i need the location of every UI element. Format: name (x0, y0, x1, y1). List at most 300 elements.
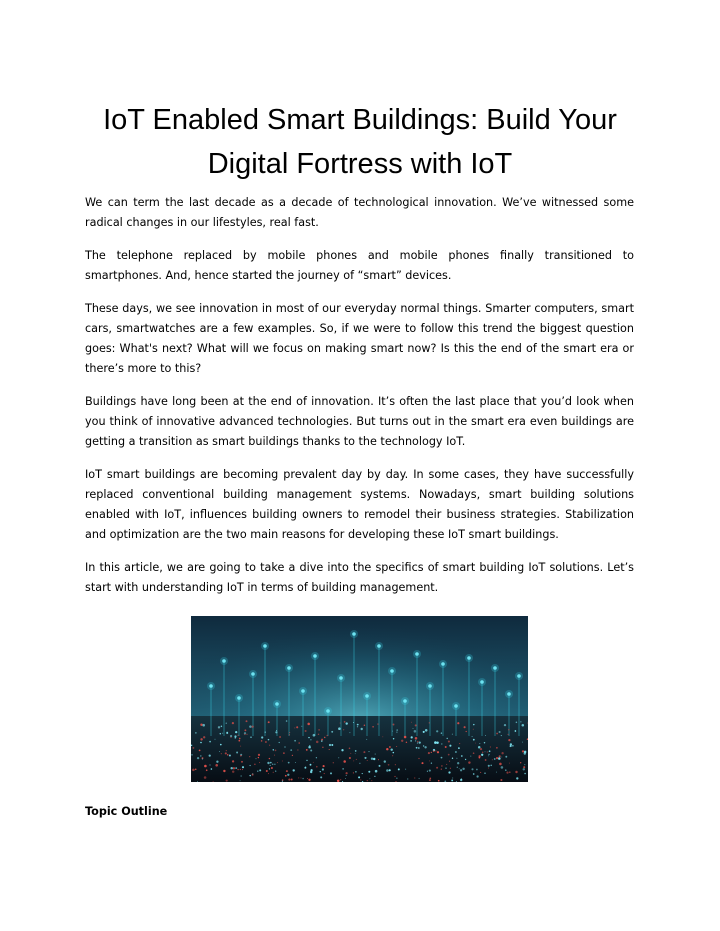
city-light (202, 758, 203, 759)
city-light (318, 729, 320, 731)
beam-halo (337, 674, 345, 682)
city-light (445, 746, 447, 748)
city-light (496, 747, 497, 748)
city-light (414, 730, 417, 733)
city-light (293, 769, 295, 771)
city-light (294, 727, 295, 728)
city-light (307, 723, 310, 726)
city-light (441, 765, 442, 766)
city-light (471, 768, 473, 770)
smart-city-illustration (191, 616, 528, 782)
beam-halo (465, 654, 473, 662)
city-light (310, 750, 312, 752)
city-light (305, 730, 307, 732)
city-light (258, 754, 260, 756)
city-light (323, 765, 325, 767)
city-light (487, 752, 488, 753)
city-light (271, 767, 273, 769)
city-light (349, 732, 350, 733)
city-light (269, 768, 270, 769)
city-light (371, 758, 373, 760)
city-light (220, 744, 222, 746)
city-light (415, 724, 417, 726)
city-light (313, 734, 316, 737)
city-light (366, 739, 367, 740)
city-light (272, 764, 274, 766)
city-light (230, 735, 232, 737)
city-light (496, 772, 497, 773)
city-light (438, 780, 440, 782)
city-light (441, 743, 442, 744)
city-light (515, 771, 517, 773)
city-light (344, 721, 346, 723)
city-light (478, 746, 481, 749)
beam-halo (452, 702, 460, 710)
city-light (392, 731, 393, 732)
city-light (235, 731, 237, 733)
city-light (480, 748, 482, 750)
city-light (508, 729, 509, 730)
city-light (480, 772, 481, 773)
city-light (268, 721, 270, 723)
city-light (356, 759, 357, 760)
city-light (232, 722, 234, 724)
city-light (322, 747, 323, 748)
city-light (274, 755, 275, 756)
city-light (214, 739, 215, 740)
city-light (329, 749, 330, 750)
city-light (419, 741, 421, 743)
city-light (209, 764, 210, 765)
city-light (494, 758, 496, 760)
city-light (324, 773, 325, 774)
city-light (310, 771, 312, 773)
city-light (268, 773, 269, 774)
city-light (446, 738, 447, 739)
city-light (261, 736, 263, 738)
beam-halo (363, 692, 371, 700)
city-light (270, 765, 271, 766)
city-light (458, 747, 460, 749)
city-light (227, 754, 229, 756)
city-light (277, 762, 278, 763)
city-light (275, 731, 277, 733)
city-light (509, 771, 511, 773)
city-light (368, 751, 369, 752)
city-light (286, 720, 288, 722)
city-light (266, 770, 268, 772)
city-light (393, 724, 395, 726)
beam-halo (324, 707, 332, 715)
beam-halo (285, 664, 293, 672)
city-light (204, 765, 207, 768)
title-line-2: Digital Fortress with IoT (207, 148, 513, 180)
city-light (394, 776, 395, 777)
city-light (500, 779, 502, 781)
city-light (379, 765, 381, 767)
city-light (287, 774, 289, 776)
city-light (331, 731, 333, 733)
city-light (470, 756, 471, 757)
city-light (370, 778, 371, 779)
city-light (192, 747, 194, 749)
city-light (481, 754, 483, 756)
city-light (434, 741, 437, 744)
city-light (386, 769, 389, 772)
city-light (448, 754, 450, 756)
city-light (501, 752, 503, 754)
city-light (286, 770, 288, 772)
city-light (386, 748, 388, 750)
city-light (371, 780, 372, 781)
city-light (316, 766, 318, 768)
city-light (499, 763, 502, 766)
city-light (284, 746, 285, 747)
city-light (213, 781, 214, 782)
beam-halo (207, 682, 215, 690)
city-light (240, 769, 241, 770)
city-light (392, 755, 393, 756)
city-light (289, 734, 290, 735)
city-light (431, 762, 432, 763)
city-light (490, 746, 491, 747)
city-light (488, 754, 489, 755)
city-light (322, 768, 324, 770)
city-light (244, 734, 245, 735)
city-light (221, 726, 223, 728)
city-light (473, 752, 475, 754)
city-light (476, 775, 478, 777)
city-light (254, 764, 255, 765)
city-light (310, 739, 311, 740)
city-light (292, 755, 293, 756)
city-light (306, 760, 307, 761)
city-light (510, 745, 512, 747)
city-light (488, 768, 489, 769)
city-light (364, 724, 366, 726)
city-light (522, 750, 524, 752)
city-light (427, 771, 428, 772)
smart-city-image (191, 616, 528, 782)
city-light (345, 778, 346, 779)
city-light (302, 778, 304, 780)
city-light (310, 764, 312, 766)
city-light (326, 735, 328, 737)
city-light (342, 781, 343, 782)
city-light (507, 734, 508, 735)
city-light (484, 742, 485, 743)
city-light (252, 774, 254, 776)
city-light (235, 737, 237, 739)
city-light (452, 758, 453, 759)
city-light (355, 771, 357, 773)
city-light (372, 726, 374, 728)
city-light (504, 724, 506, 726)
city-light (337, 780, 340, 782)
beam-halo (235, 694, 243, 702)
city-light (282, 761, 283, 762)
city-light (211, 768, 213, 770)
city-light (209, 754, 211, 756)
city-light (261, 740, 263, 742)
city-light (355, 750, 357, 752)
city-light (236, 752, 238, 754)
city-light (237, 769, 238, 770)
city-light (524, 751, 527, 754)
city-light (367, 780, 368, 781)
city-light (382, 736, 383, 737)
city-light (425, 729, 428, 732)
city-light (520, 762, 521, 763)
city-light (304, 767, 306, 769)
city-light (429, 722, 430, 723)
city-light (316, 757, 317, 758)
city-light (226, 723, 227, 724)
city-light (473, 739, 475, 741)
city-light (482, 751, 484, 753)
beam-halo (478, 678, 486, 686)
beam-halo (439, 660, 447, 668)
city-light (329, 744, 331, 746)
city-light (331, 744, 333, 746)
city-light (437, 751, 439, 753)
city-light (429, 779, 431, 781)
beam-halo (388, 667, 396, 675)
city-light (357, 724, 359, 726)
city-light (360, 779, 361, 780)
city-light (298, 742, 300, 744)
city-light (460, 769, 462, 771)
city-light (297, 750, 298, 751)
city-light (490, 765, 491, 766)
city-light (220, 733, 221, 734)
city-light (424, 746, 426, 748)
city-light (451, 779, 453, 781)
city-light (450, 768, 451, 769)
city-light (275, 750, 277, 752)
city-light (516, 777, 518, 779)
city-light (249, 775, 250, 776)
city-light (269, 758, 270, 759)
beam-halo (505, 690, 513, 698)
beam-halo (220, 657, 228, 665)
city-light (362, 773, 363, 774)
city-light (270, 762, 272, 764)
paragraph-1: We can term the last decade as a decade of technological innovation. We’ve witnessed some radical changes in our lifestyles, real fast. (85, 196, 634, 229)
city-light (330, 772, 332, 774)
city-light (353, 772, 354, 773)
city-light (300, 777, 301, 778)
city-light (368, 771, 370, 773)
city-light (200, 723, 202, 725)
city-light (257, 770, 258, 771)
city-light (222, 733, 223, 734)
city-light (340, 723, 341, 724)
city-light (378, 759, 379, 760)
city-light (282, 781, 283, 782)
beam-halo (413, 650, 421, 658)
city-light (273, 772, 274, 773)
city-light (501, 757, 502, 758)
city-light (265, 741, 267, 743)
city-light (489, 750, 491, 752)
beam-halo (350, 630, 358, 638)
city-light (316, 741, 319, 744)
city-light (505, 756, 507, 758)
city-light (428, 752, 430, 754)
city-light (401, 740, 403, 742)
city-light (524, 764, 525, 765)
city-light (195, 768, 197, 770)
city-light (265, 731, 266, 732)
city-light (508, 739, 510, 741)
city-light (276, 730, 277, 731)
city-light (289, 732, 290, 733)
city-light (475, 743, 476, 744)
city-light (197, 757, 199, 759)
title-line-1: IoT Enabled Smart Buildings: Build Your (103, 104, 617, 136)
city-light (417, 743, 418, 744)
city-light (359, 763, 360, 764)
city-light (230, 767, 232, 769)
city-light (405, 769, 406, 770)
city-light (479, 743, 480, 744)
city-light (346, 722, 348, 724)
city-light (357, 726, 358, 727)
city-light (523, 766, 525, 768)
city-light (209, 741, 211, 743)
city-light (516, 722, 518, 724)
city-light (414, 778, 415, 779)
city-light (377, 723, 378, 724)
city-light (242, 769, 243, 770)
city-light (499, 755, 501, 757)
city-light (413, 728, 414, 729)
city-light (416, 747, 418, 749)
city-light (274, 764, 275, 765)
city-light (216, 761, 218, 763)
city-light (200, 755, 202, 757)
beam-halo (273, 700, 281, 708)
paragraph-2: The telephone replaced by mobile phones and mobile phones finally transitioned to smartphones. And, hence started the journey of “smart” devices. (85, 249, 634, 282)
city-light (363, 751, 365, 753)
beam-halo (426, 682, 434, 690)
city-light (374, 776, 375, 777)
city-light (456, 758, 457, 759)
city-light (457, 767, 458, 768)
city-light (396, 746, 397, 747)
city-light (333, 762, 334, 763)
city-light (269, 745, 270, 746)
city-light (506, 772, 508, 774)
city-light (418, 747, 420, 749)
city-light (338, 727, 341, 730)
city-light (524, 773, 526, 775)
city-light (496, 733, 498, 735)
city-light (449, 745, 451, 747)
city-light (279, 736, 281, 738)
city-light (457, 762, 459, 764)
city-light (341, 749, 343, 751)
city-light (461, 755, 463, 757)
city-light (484, 772, 485, 773)
city-light (384, 760, 386, 762)
city-light (232, 770, 234, 772)
city-light (296, 726, 298, 728)
city-light (275, 770, 276, 771)
city-light (452, 778, 453, 779)
city-light (388, 764, 390, 766)
city-light (219, 751, 220, 752)
city-light (492, 759, 493, 760)
city-light (192, 769, 195, 772)
city-light (343, 760, 346, 763)
city-light (349, 748, 351, 750)
city-light (446, 764, 447, 765)
city-light (200, 742, 202, 744)
city-light (466, 731, 467, 732)
city-light (375, 770, 378, 773)
city-light (406, 742, 407, 743)
city-light (395, 764, 396, 765)
city-light (445, 767, 447, 769)
city-light (393, 752, 394, 753)
city-light (459, 743, 460, 744)
city-light (223, 770, 225, 772)
city-light (240, 780, 241, 781)
city-light (203, 736, 205, 738)
city-light (431, 752, 432, 753)
city-light (320, 776, 322, 778)
city-light (238, 735, 239, 736)
city-light (419, 778, 420, 779)
city-light (324, 737, 326, 739)
city-light (423, 731, 425, 733)
topic-outline-heading: Topic Outline (85, 805, 168, 818)
city-light (485, 759, 487, 761)
city-light (288, 762, 290, 764)
city-light (353, 760, 354, 761)
city-light (411, 722, 412, 723)
city-light (522, 724, 525, 727)
city-light (307, 778, 308, 779)
city-light (215, 764, 218, 767)
city-light (218, 726, 220, 728)
city-light (249, 765, 250, 766)
city-light (398, 768, 400, 770)
city-light (361, 728, 363, 730)
city-light (396, 731, 397, 732)
city-light (522, 742, 523, 743)
city-light (396, 729, 398, 731)
city-light (244, 729, 246, 731)
city-light (512, 745, 514, 747)
city-light (308, 779, 310, 781)
city-light (441, 757, 443, 759)
city-light (396, 778, 397, 779)
city-light (283, 752, 285, 754)
beam-halo (491, 664, 499, 672)
city-light (301, 726, 302, 727)
city-light (449, 761, 450, 762)
city-light (226, 750, 227, 751)
city-light (279, 742, 280, 743)
city-light (240, 755, 241, 756)
city-light (485, 751, 486, 752)
city-light (313, 762, 314, 763)
city-light (423, 745, 424, 746)
city-light (421, 762, 423, 764)
